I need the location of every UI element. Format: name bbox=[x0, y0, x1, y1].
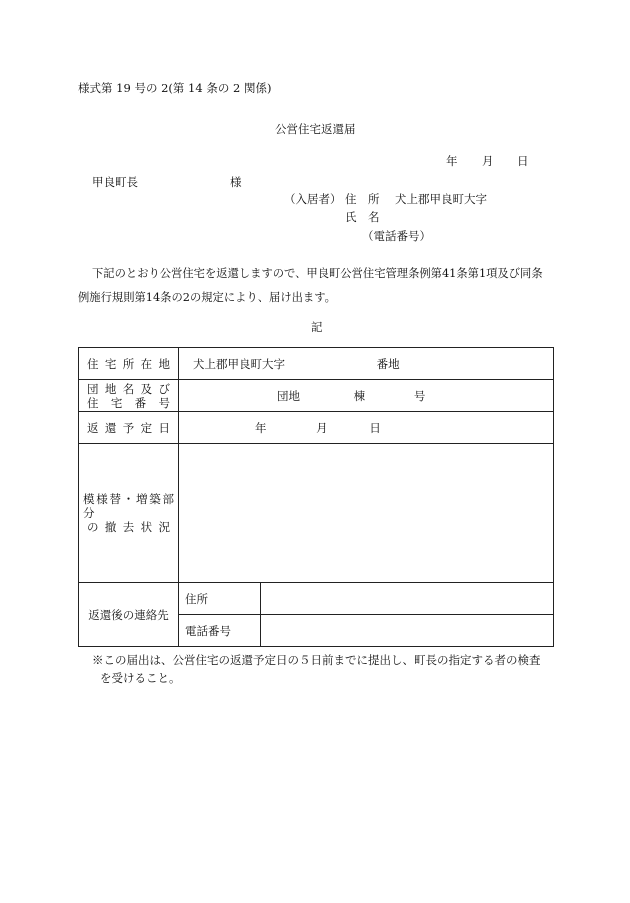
row-address bbox=[79, 348, 554, 380]
label-removal-status: 模様替・増築部分 の撤去状況 bbox=[79, 444, 179, 583]
footnote bbox=[92, 651, 562, 687]
field-address[interactable]: 犬上郡甲良町大字 番地 bbox=[179, 348, 554, 380]
date-day-label: 日 bbox=[517, 154, 529, 168]
label-contact-address: 住所 bbox=[179, 583, 261, 615]
footnote-line2: を受けること。 bbox=[100, 671, 181, 685]
label-contact-phone: 電話番号 bbox=[179, 615, 261, 647]
date-month-label: 月 bbox=[482, 154, 494, 168]
row-removal-status bbox=[79, 444, 554, 583]
row-return-date bbox=[79, 412, 554, 444]
document-title: 公営住宅返還届 bbox=[275, 122, 356, 136]
footnote-line1: ※この届出は、公営住宅の返還予定日の５日前までに提出し、町長の指定する者の検査 bbox=[92, 653, 541, 667]
return-form-table bbox=[78, 347, 554, 647]
applicant-phone-label: （電話番号） bbox=[362, 229, 431, 243]
body-text-line2: 例施行規則第14条の2の規定により、届け出ます。 bbox=[78, 291, 336, 304]
field-removal-status[interactable] bbox=[179, 444, 554, 583]
ki-label: 記 bbox=[311, 320, 323, 334]
field-contact-phone[interactable] bbox=[261, 615, 554, 647]
field-danchi[interactable]: 団地 棟 号 bbox=[179, 380, 554, 412]
applicant-address-label: 住 所 bbox=[345, 192, 380, 206]
applicant-address-value: 犬上郡甲良町大字 bbox=[395, 192, 487, 206]
label-danchi: 団地名及び 住宅番号 bbox=[79, 380, 179, 412]
label-contact: 返還後の連絡先 bbox=[79, 583, 179, 647]
row-danchi bbox=[79, 380, 554, 412]
field-contact-address[interactable] bbox=[261, 583, 554, 615]
form-number: 様式第 19 号の 2(第 14 条の 2 関係) bbox=[78, 81, 272, 95]
date-year-label: 年 bbox=[446, 154, 458, 168]
applicant-name-label: 氏 名 bbox=[345, 210, 380, 224]
label-address: 住宅所在地 bbox=[79, 348, 179, 380]
row-contact-address bbox=[79, 583, 554, 615]
addressee-honorific: 様 bbox=[230, 175, 242, 189]
addressee-name: 甲良町長 bbox=[92, 175, 138, 189]
field-return-date[interactable]: 年 月 日 bbox=[179, 412, 554, 444]
label-return-date: 返還予定日 bbox=[79, 412, 179, 444]
body-text-line1: 下記のとおり公営住宅を返還しますので、甲良町公営住宅管理条例第41条第1項及び同条 bbox=[92, 267, 543, 280]
applicant-role: （入居者） bbox=[284, 192, 342, 206]
